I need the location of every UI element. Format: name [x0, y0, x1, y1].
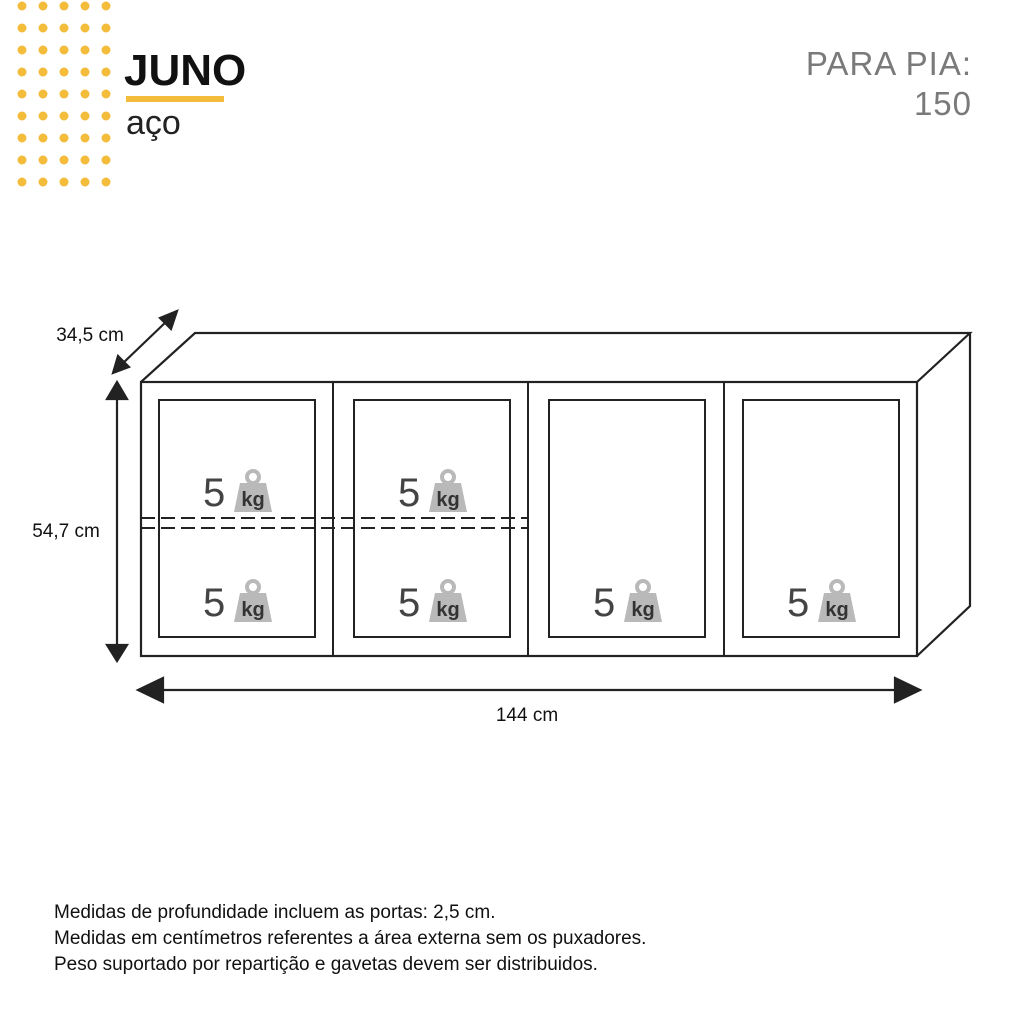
door-panel-3 — [549, 400, 705, 637]
load-value: 5 — [398, 581, 421, 625]
sink-size-line1: PARA PIA: — [805, 45, 972, 82]
brand-title: JUNO — [124, 46, 247, 95]
door-panel-4 — [743, 400, 899, 637]
load-unit: kg — [825, 599, 849, 621]
load-unit: kg — [241, 599, 265, 621]
load-unit: kg — [436, 489, 460, 511]
note-line-1: Medidas de profundidade incluem as portas: 2,5 cm. — [54, 902, 496, 923]
load-marker — [398, 581, 467, 625]
notes — [54, 900, 646, 978]
load-value: 5 — [787, 581, 810, 625]
note-line-2: Medidas em centímetros referentes a área externa sem os puxadores. — [54, 928, 647, 949]
load-unit: kg — [631, 599, 655, 621]
load-value: 5 — [593, 581, 616, 625]
load-marker — [398, 471, 467, 515]
load-unit: kg — [436, 599, 460, 621]
sink-size-line2: 150 — [913, 85, 972, 122]
shelf-dashed-lines — [141, 518, 528, 528]
width-dimension-arrow — [138, 678, 920, 702]
load-marker — [203, 471, 272, 515]
height-label: 54,7 cm — [32, 521, 100, 542]
note-line-3: Peso suportado por repartição e gavetas devem ser distribuidos. — [54, 954, 598, 975]
depth-label: 34,5 cm — [56, 325, 124, 346]
load-marker — [787, 581, 856, 625]
load-marker — [203, 581, 272, 625]
load-value: 5 — [398, 471, 421, 515]
load-unit: kg — [241, 489, 265, 511]
load-value: 5 — [203, 581, 226, 625]
brand-subtitle: aço — [126, 104, 181, 142]
width-label: 144 cm — [495, 705, 559, 726]
load-value: 5 — [203, 471, 226, 515]
load-markers — [203, 471, 856, 625]
load-marker — [593, 581, 662, 625]
height-dimension-arrow — [107, 382, 127, 661]
